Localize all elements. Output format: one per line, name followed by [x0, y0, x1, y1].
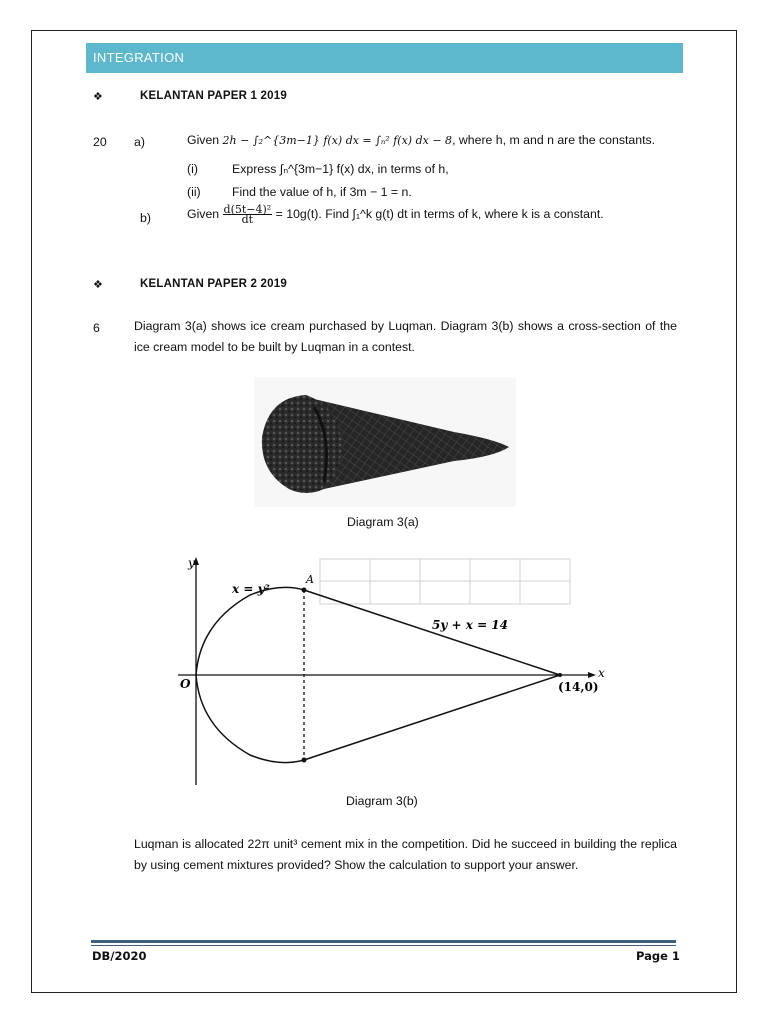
- ice-cream-photo: [254, 377, 516, 507]
- q20a-ii-text: Find the value of h, if 3m − 1 = n.: [232, 185, 412, 199]
- caption-diagram-3a: Diagram 3(a): [347, 515, 419, 529]
- line-equation: 5y + x = 14: [432, 618, 508, 632]
- section1-bullet: ❖: [93, 91, 103, 103]
- q20a-i-label: (i): [187, 162, 198, 176]
- q20b-frac-den: dt: [241, 213, 254, 226]
- q20b-given: [187, 205, 604, 224]
- q20a-given-math: 2h − ∫₂^{3m−1} f(x) dx = ∫ₙ² f(x) dx − 8: [222, 134, 453, 147]
- q6-closing: Luqman is allocated 22π unit³ cement mix in the competition. Did he succeed in building the replica by using cement mixtures provided? Show the calculation to support your answer.: [134, 837, 677, 872]
- q6-intro: Diagram 3(a) shows ice cream purchased by Luqman. Diagram 3(b) shows a cross-section of the ice cream model to be built by Luqman in a contest.: [134, 319, 677, 354]
- point-a-label: A: [306, 573, 314, 586]
- q20b-given-rest: = 10g(t). Find ∫₁^k g(t) dt in terms of k, where k is a constant.: [275, 206, 604, 221]
- axis-y-label: y: [188, 556, 195, 570]
- section1-title: KELANTAN PAPER 1 2019: [140, 90, 287, 102]
- footer-left: DB/2020: [92, 949, 147, 963]
- origin-label: O: [180, 677, 191, 691]
- q20a-given: [187, 133, 655, 147]
- q20a-ii-label: (ii): [187, 185, 201, 199]
- caption-diagram-3b: Diagram 3(b): [346, 794, 418, 808]
- q20b-fraction: [223, 205, 273, 224]
- q20a-label: a): [134, 135, 145, 149]
- q20b-label: b): [140, 211, 151, 225]
- cross-section-diagram: [160, 553, 610, 790]
- curve-equation: x = y²: [232, 582, 270, 596]
- footer-page-number: Page 1: [636, 949, 680, 963]
- section2-title: KELANTAN PAPER 2 2019: [140, 278, 287, 290]
- footer-rule-thin: [91, 945, 676, 946]
- section2-bullet: ❖: [93, 279, 103, 291]
- footer-rule-thick: [91, 940, 676, 943]
- q20a-given-suffix: , where h, m and n are the constants.: [452, 133, 656, 147]
- q20a-given-prefix: Given: [187, 133, 220, 147]
- q20b-given-prefix: Given: [187, 206, 220, 221]
- point-b-label: (14,0): [558, 680, 599, 694]
- q20-number: 20: [93, 135, 107, 149]
- q6-number: 6: [93, 321, 100, 335]
- axis-x-label: x: [598, 666, 605, 680]
- header-title: INTEGRATION: [86, 43, 683, 73]
- q20b-frac-num: d(5t−4)²: [223, 203, 272, 216]
- q20a-i-text: Express ∫ₙ^{3m−1} f(x) dx, in terms of h,: [232, 162, 449, 176]
